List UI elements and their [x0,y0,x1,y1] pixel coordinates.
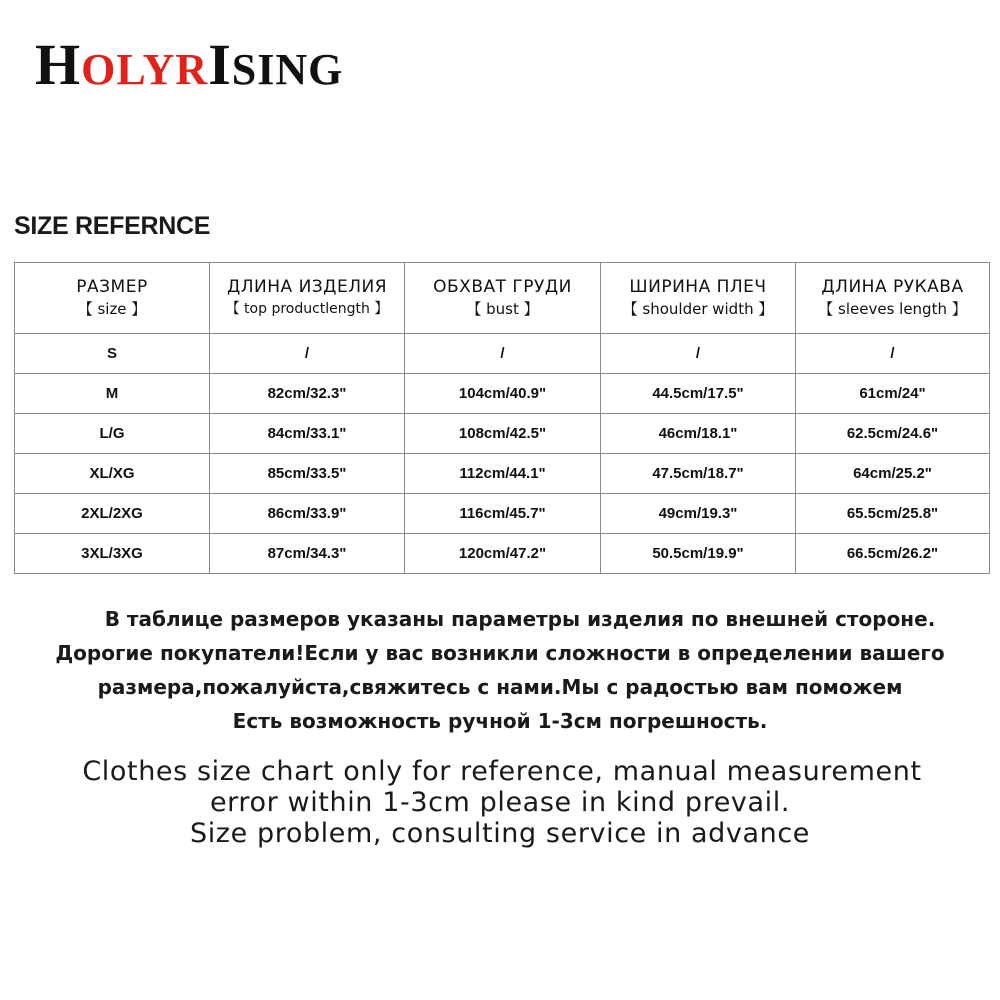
header-bust-en: 【 bust 】 [466,300,539,318]
cell-sleeve: 61cm/24" [796,374,990,414]
cell-bust: 104cm/40.9" [405,374,601,414]
cell-size: XL/XG [15,454,210,494]
logo-letters-sing: SING [231,45,344,94]
cell-bust: 112cm/44.1" [405,454,601,494]
cell-size: 2XL/2XG [15,494,210,534]
table-row [15,334,990,374]
logo-letters-olyr: OLYR [81,45,209,94]
logo-letter-i: I [208,32,232,97]
cell-length: 86cm/33.9" [210,494,405,534]
header-size-ru: РАЗМЕР [76,277,148,297]
english-note-line: error within 1-3cm please in kind prevail. [209,787,791,818]
russian-note-line: Дорогие покупатели!Если у вас возникли сложности в определении вашего [55,641,945,665]
cell-sleeve: 65.5cm/25.8" [796,494,990,534]
cell-length: 82cm/32.3" [210,374,405,414]
cell-length: 85cm/33.5" [210,454,405,494]
cell-sleeve: 62.5cm/24.6" [796,414,990,454]
cell-shoulder: 44.5cm/17.5" [601,374,796,414]
cell-sleeve: / [796,334,990,374]
cell-size: S [15,334,210,374]
table-row [15,534,990,574]
header-length-ru: ДЛИНА ИЗДЕЛИЯ [226,277,388,297]
cell-sleeve: 66.5cm/26.2" [796,534,990,574]
russian-note-line: размера,пожалуйста,свяжитесь с нами.Мы с радостью вам поможем [97,675,903,699]
logo-letter-h: H [35,32,82,97]
table-row [15,454,990,494]
russian-note-line: В таблице размеров указаны параметры изделия по внешней стороне. [104,607,936,631]
cell-bust: 108cm/42.5" [405,414,601,454]
cell-shoulder: / [601,334,796,374]
header-bust [405,263,601,334]
header-size-en: 【 size 】 [77,300,147,318]
cell-length: 87cm/34.3" [210,534,405,574]
cell-shoulder: 50.5cm/19.9" [601,534,796,574]
cell-shoulder: 47.5cm/18.7" [601,454,796,494]
table-row [15,414,990,454]
header-bust-ru: ОБХВАТ ГРУДИ [433,277,572,297]
header-length [210,263,405,334]
russian-note [0,602,1000,738]
header-shoulder-en: 【 shoulder width 】 [622,300,774,318]
cell-bust: 116cm/45.7" [405,494,601,534]
header-sleeve [796,263,990,334]
header-size [15,263,210,334]
cell-size: M [15,374,210,414]
cell-shoulder: 46cm/18.1" [601,414,796,454]
size-chart-table [14,262,990,574]
header-sleeve-ru: ДЛИНА РУКАВА [821,277,964,297]
english-note [0,756,1000,849]
table-row [15,374,990,414]
cell-bust: / [405,334,601,374]
cell-bust: 120cm/47.2" [405,534,601,574]
cell-size: 3XL/3XG [15,534,210,574]
header-shoulder [601,263,796,334]
section-title: SIZE REFERNCE [14,212,211,240]
cell-sleeve: 64cm/25.2" [796,454,990,494]
header-shoulder-ru: ШИРИНА ПЛЕЧ [629,277,767,297]
table-row [15,494,990,534]
header-sleeve-en: 【 sleeves length 】 [818,300,967,318]
cell-size: L/G [15,414,210,454]
brand-logo [35,32,344,97]
russian-note-line: Есть возможность ручной 1-3см погрешность. [232,709,768,733]
cell-shoulder: 49cm/19.3" [601,494,796,534]
table-header-row [15,263,990,334]
cell-length: / [210,334,405,374]
header-length-en: 【 top productlength 】 [225,301,389,317]
cell-length: 84cm/33.1" [210,414,405,454]
english-note-line: Clothes size chart only for reference, manual measurement [82,756,922,787]
english-note-line: Size problem, consulting service in advance [189,818,811,849]
